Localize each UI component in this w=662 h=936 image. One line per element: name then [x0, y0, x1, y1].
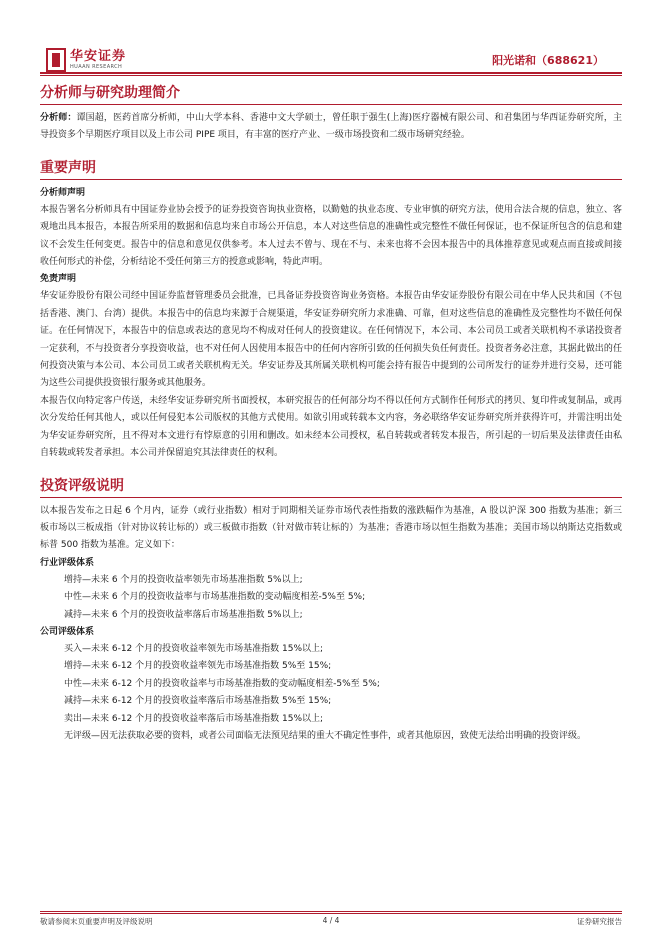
- company-rating-item: 增持—未来 6-12 个月的投资收益率领先市场基准指数 5%至 15%;: [64, 661, 332, 672]
- analyst-statement-text: 本报告署名分析师具有中国证券业协会授予的证券投资咨询执业资格，以勤勉的执业态度、专业审慎的研究方法，使用合法合规的信息，独立、客观地出具本报告，本报告所采用的数据和信息均来自市场公开信息，本人对这些信息的准确性或完整性不做任何保证，也不保证所包含的信息和建议不会发生任何变更。报告中的信息和意见仅供参考。本人过去不曾与、现在不与、未来也将不会因本报告中的具体推荐意见或观点而直接或间接收任何形式的补偿，分析结论不受任何第三方的授意或影响，特此声明。: [40, 204, 622, 268]
- header-divider: [40, 72, 622, 74]
- analyst-section: [40, 82, 622, 145]
- footer-divider: [40, 911, 622, 912]
- industry-rating-item: 增持—未来 6 个月的投资收益率领先市场基准指数 5%以上;: [64, 574, 303, 585]
- footer-divider-thin: [40, 913, 622, 914]
- page-header: [0, 0, 662, 84]
- company-rating-item: 中性—未来 6-12 个月的投资收益率与市场基准指数的变动幅度相差-5%至 5%;: [64, 678, 380, 689]
- disclaimer-section-title: 重要声明: [40, 159, 96, 176]
- footer-report-type: 证券研究报告: [577, 917, 622, 926]
- industry-rating-item: 中性—未来 6 个月的投资收益率与市场基准指数的变动幅度相差-5%至 5%;: [64, 592, 366, 603]
- company-rating-item: 卖出—未来 6-12 个月的投资收益率落后市场基准指数 15%以上;: [64, 713, 324, 724]
- analyst-text: 谭国超，医药首席分析师，中山大学本科、香港中文大学硕士，曾任职于强生(上海)医疗器械有限公司、和君集团与华西证券研究所，主导投资多个早期医疗项目以及上市公司 PIPE 项目，有丰富的医疗产业、一级市场投资和二级市场研究经验。: [40, 113, 622, 141]
- rating-intro: 以本报告发布之日起 6 个月内，证券（或行业指数）相对于同期相关证券市场代表性指数的涨跌幅作为基准，A 股以沪深 300 指数为基准；新三板市场以三板成指（针对协议转让标的）或三板做市指数（针对做市转让标的）为基准；香港市场以恒生指数为基准；美国市场以纳斯达克指数或标普 500 指数为基准。定义如下：: [40, 505, 622, 551]
- logo-text-en: HUAAN RESEARCH: [70, 63, 123, 70]
- rating-section-title: 投资评级说明: [40, 477, 124, 494]
- section-divider: [40, 497, 622, 498]
- company-rating-item: 买入—未来 6-12 个月的投资收益率领先市场基准指数 15%以上;: [64, 643, 324, 654]
- section-divider: [40, 179, 622, 180]
- logo-text-cn: 华安证券: [70, 48, 127, 64]
- section-divider: [40, 104, 622, 105]
- logo-mark-icon: [46, 48, 66, 72]
- stock-title: 阳光诺和（688621）: [492, 54, 604, 67]
- footer-note: 敬请参阅末页重要声明及评级说明: [40, 917, 153, 926]
- exemption-text-1: 华安证券股份有限公司经中国证券监督管理委员会批准，已具备证券投资咨询业务资格。本报告由华安证券股份有限公司在中华人民共和国（不包括香港、澳门、台湾）提供。本报告中的信息均来源于合规渠道，华安证券研究所力求准确、可靠，但对这些信息的准确性及完整性均不做任何保证。在任何情况下，本报告中的信息或表达的意见均不构成对任何人的投资建议。在任何情况下，本公司、本公司员工或者关联机构不承诺投资者一定获利，不与投资者分享投资收益，也不对任何人因使用本报告中的任何内容所引致的任何损失负任何责任。投资者务必注意，其据此做出的任何投资决策与本公司、本公司员工或者关联机构无关。华安证券及其所属关联机构可能会持有报告中提到的公司所发行的证券并进行交易，还可能为这些公司提供投资银行服务或其他服务。: [40, 291, 622, 389]
- industry-rating-item: 减持—未来 6 个月的投资收益率落后市场基准指数 5%以上;: [64, 609, 303, 620]
- analyst-label: 分析师：: [40, 113, 77, 123]
- no-rating-item: 无评级—因无法获取必要的资料，或者公司面临无法预见结果的重大不确定性事件，或者其他原因，致使无法给出明确的投资评级。: [64, 730, 587, 741]
- exemption-text-2: 本报告仅向特定客户传送，未经华安证券研究所书面授权，本研究报告的任何部分均不得以任何方式制作任何形式的拷贝、复印件或复制品，或再次分发给任何其他人，或以任何侵犯本公司版权的其他方式使用。如欲引用或转载本文内容，务必联络华安证券研究所并获得许可，并需注明出处为华安证券研究所，且不得对本文进行有悖原意的引用和删改。如未经本公司授权，私自转载或者转发本报告，所引起的一切后果及法律责任由私自转载或转发者承担。本公司并保留追究其法律责任的权利。: [40, 395, 622, 459]
- analyst-section-title: 分析师与研究助理简介: [40, 85, 180, 101]
- main-content: [40, 82, 622, 745]
- disclaimer-section: [40, 157, 622, 463]
- industry-rating-title: 行业评级体系: [40, 557, 95, 568]
- header-divider-thin: [40, 75, 622, 76]
- page-number: 4 / 4: [322, 916, 340, 925]
- company-logo: [46, 48, 126, 72]
- rating-section: [40, 475, 622, 746]
- company-rating-title: 公司评级体系: [40, 626, 95, 637]
- page-footer: [40, 916, 622, 930]
- analyst-statement-title: 分析师声明: [40, 187, 86, 198]
- company-rating-item: 减持—未来 6-12 个月的投资收益率落后市场基准指数 5%至 15%;: [64, 696, 332, 707]
- analyst-intro: [40, 110, 622, 145]
- exemption-title: 免责声明: [40, 274, 77, 285]
